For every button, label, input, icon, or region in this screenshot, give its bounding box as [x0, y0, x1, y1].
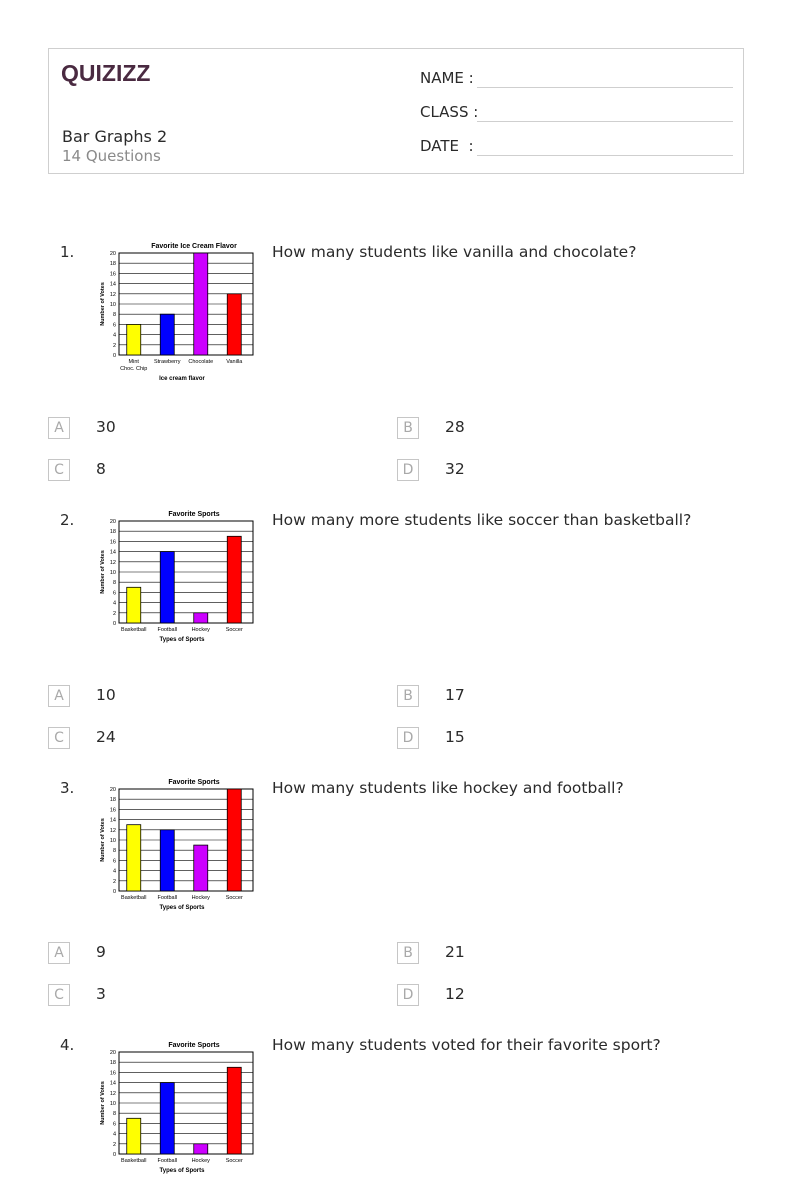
class-field[interactable] [420, 103, 478, 121]
y-tick-label: 2 [112, 878, 116, 885]
x-tick-label: Basketball [121, 1158, 147, 1164]
y-tick-label: 8 [112, 1111, 116, 1118]
y-tick-label: 4 [112, 332, 116, 339]
y-tick-label: 8 [112, 312, 116, 319]
y-tick-label: 4 [112, 600, 116, 607]
y-tick-label: 2 [112, 1141, 116, 1148]
bar [227, 1067, 241, 1154]
x-tick-label: Strawberry [153, 359, 181, 365]
y-axis-label: Number of Votes [100, 550, 106, 594]
x-tick-label: Hockey [191, 1158, 210, 1164]
option-value: 9 [96, 943, 106, 961]
x-tick-label: Football [157, 1158, 178, 1164]
option-value: 21 [445, 943, 465, 961]
x-tick-label: Soccer [225, 627, 243, 633]
option-value: 12 [445, 985, 465, 1003]
bar [227, 294, 241, 355]
bar [160, 1083, 174, 1154]
bar-chart-4 [95, 1036, 259, 1186]
y-tick-label: 0 [112, 353, 116, 359]
x-tick-label: Vanilla [226, 359, 243, 365]
y-tick-label: 20 [109, 519, 116, 525]
question-4 [0, 1036, 794, 1174]
class-label: CLASS : [420, 103, 479, 121]
y-tick-label: 10 [109, 1101, 116, 1107]
x-axis-label: Types of Sports [159, 1168, 205, 1174]
logo-text: QUIZIZZ [61, 60, 151, 86]
bar [160, 552, 174, 623]
question-text: How many students like vanilla and chocolate? [272, 243, 637, 261]
y-tick-label: 14 [109, 549, 116, 556]
bar [194, 845, 208, 891]
y-tick-label: 20 [109, 787, 116, 793]
bar-chart-3 [95, 773, 259, 923]
y-tick-label: 14 [109, 817, 116, 824]
y-tick-label: 20 [109, 1050, 116, 1056]
bar [127, 825, 141, 891]
x-axis-label: Types of Sports [159, 637, 205, 643]
x-tick-label: Soccer [225, 1158, 243, 1164]
y-tick-label: 10 [109, 838, 116, 844]
option-value: 15 [445, 728, 465, 746]
y-tick-label: 6 [112, 1121, 116, 1128]
chart-title: Favorite Ice Cream Flavor [151, 243, 237, 250]
y-tick-label: 16 [109, 271, 116, 278]
option-value: 17 [445, 686, 465, 704]
option-letter-box: D [397, 459, 419, 481]
bar [127, 324, 141, 355]
x-tick-label: Hockey [191, 627, 210, 633]
bar [194, 1144, 208, 1154]
worksheet-title: Bar Graphs 2 [62, 127, 168, 146]
y-tick-label: 6 [112, 858, 116, 865]
y-tick-label: 0 [112, 1152, 116, 1158]
option-letter-box: D [397, 727, 419, 749]
y-tick-label: 14 [109, 281, 116, 288]
name-label: NAME : [420, 69, 474, 87]
class-line [477, 121, 733, 122]
y-tick-label: 4 [112, 868, 116, 875]
bar-chart-1 [95, 237, 259, 387]
y-tick-label: 2 [112, 342, 116, 349]
option-letter-box: C [48, 459, 70, 481]
x-tick-label: Mint [128, 359, 139, 365]
y-tick-label: 16 [109, 539, 116, 546]
x-axis-label: Types of Sports [159, 905, 205, 911]
x-tick-label: Soccer [225, 895, 243, 901]
y-tick-label: 16 [109, 807, 116, 814]
question-count: 14 Questions [62, 147, 161, 165]
option-value: 24 [96, 728, 116, 746]
option-letter-box: D [397, 984, 419, 1006]
option-value: 32 [445, 460, 465, 478]
bar [227, 789, 241, 891]
chart-title: Favorite Sports [168, 779, 220, 786]
bar [160, 830, 174, 891]
y-tick-label: 8 [112, 848, 116, 855]
y-axis-label: Number of Votes [100, 1081, 106, 1125]
chart-title: Favorite Sports [168, 511, 220, 518]
question-number: 3. [60, 779, 75, 797]
option-value: 8 [96, 460, 106, 478]
chart-title: Favorite Sports [168, 1042, 220, 1049]
option-letter-box: B [397, 417, 419, 439]
bar-chart-2 [95, 505, 259, 655]
y-tick-label: 18 [109, 261, 116, 268]
y-tick-label: 0 [112, 889, 116, 895]
x-axis-label: Ice cream flavor [159, 376, 205, 382]
x-tick-label: Basketball [121, 627, 147, 633]
y-tick-label: 18 [109, 1060, 116, 1067]
bar [127, 1118, 141, 1154]
question-number: 4. [60, 1036, 75, 1054]
bar [194, 613, 208, 623]
y-tick-label: 18 [109, 529, 116, 536]
bar [194, 253, 208, 355]
date-line [477, 155, 733, 156]
option-letter-box: C [48, 727, 70, 749]
y-tick-label: 14 [109, 1080, 116, 1087]
y-tick-label: 12 [109, 559, 116, 566]
date-label: DATE : [420, 137, 474, 155]
bar [227, 536, 241, 623]
logo-wordmark [61, 59, 153, 87]
name-line [477, 87, 733, 88]
bar [127, 587, 141, 623]
option-letter-box: A [48, 942, 70, 964]
x-tick-label: Basketball [121, 895, 147, 901]
worksheet-header [48, 48, 744, 174]
option-value: 10 [96, 686, 116, 704]
option-value: 3 [96, 985, 106, 1003]
y-tick-label: 6 [112, 322, 116, 329]
question-text: How many students voted for their favorite sport? [272, 1036, 661, 1054]
question-number: 2. [60, 511, 75, 529]
y-tick-label: 12 [109, 291, 116, 298]
y-tick-label: 0 [112, 621, 116, 627]
question-text: How many students like hockey and football? [272, 779, 624, 797]
y-axis-label: Number of Votes [100, 282, 106, 326]
y-tick-label: 20 [109, 251, 116, 257]
quizizz-logo [61, 59, 153, 91]
option-letter-box: B [397, 685, 419, 707]
bar [160, 314, 174, 355]
question-number: 1. [60, 243, 75, 261]
option-letter-box: C [48, 984, 70, 1006]
option-value: 28 [445, 418, 465, 436]
y-tick-label: 18 [109, 797, 116, 804]
y-axis-label: Number of Votes [100, 818, 106, 862]
y-tick-label: 12 [109, 1090, 116, 1097]
option-letter-box: B [397, 942, 419, 964]
y-tick-label: 6 [112, 590, 116, 597]
y-tick-label: 4 [112, 1131, 116, 1138]
date-field[interactable] [420, 137, 474, 155]
question-text: How many more students like soccer than basketball? [272, 511, 692, 529]
y-tick-label: 10 [109, 570, 116, 576]
y-tick-label: 10 [109, 302, 116, 308]
x-tick-label: Football [157, 895, 178, 901]
y-tick-label: 12 [109, 827, 116, 834]
option-value: 30 [96, 418, 116, 436]
option-letter-box: A [48, 417, 70, 439]
x-tick-label: Chocolate [188, 359, 214, 365]
option-letter-box: A [48, 685, 70, 707]
x-tick-label: Football [157, 627, 178, 633]
x-tick-label: Choc. Chip [120, 366, 148, 372]
name-field[interactable] [420, 69, 474, 87]
x-tick-label: Hockey [191, 895, 210, 901]
y-tick-label: 16 [109, 1070, 116, 1077]
y-tick-label: 2 [112, 610, 116, 617]
y-tick-label: 8 [112, 580, 116, 587]
